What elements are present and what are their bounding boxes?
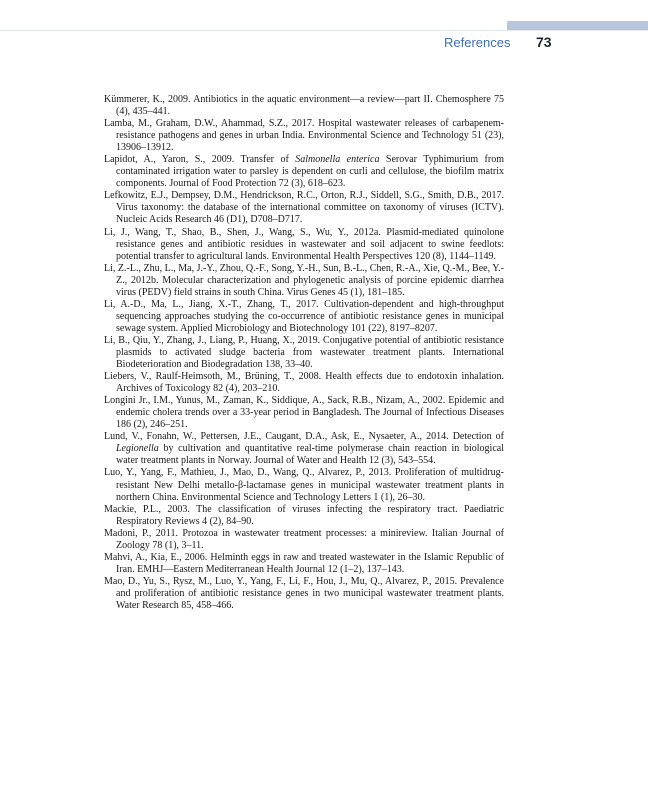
reference-text: Mahvi, A., Kia, E., 2006. Helminth eggs in raw and treated wastewater in the Islamic Republic of Iran. EMHJ—Eastern Mediterranean Health Journal 12 (1–2), 137–143. [104,551,504,575]
reference-entry [104,335,504,371]
reference-text: Kümmerer, K., 2009. Antibiotics in the aquatic environment—a review—part II. Chemosphere 75 (4), 435–441. [104,94,504,118]
reference-entry [104,371,504,395]
reference-entry [104,576,504,612]
header-rule [0,30,648,31]
reference-entry [104,263,504,299]
reference-text: Lamba, M., Graham, D.W., Ahammad, S.Z., 2017. Hospital wastewater releases of carbapenem-resistance pathogens and genes in urban India. Environmental Science and Technology 51 (23), 13906–13912. [104,118,504,154]
reference-text: Lund, V., Fonahn, W., Pettersen, J.E., Caugant, D.A., Ask, E., Nysaeter, A., 2014. Detection of [104,431,504,443]
reference-text: Mackie, P.L., 2003. The classification of viruses infecting the respiratory tract. Paediatric Respiratory Reviews 4 (2), 84–90. [104,503,504,527]
reference-italic-text: Legionella [116,443,159,455]
reference-entry [104,431,504,467]
reference-entry [104,299,504,335]
reference-text: Li, A.-D., Ma, L., Jiang, X.-T., Zhang, T., 2017. Cultivation-dependent and high-throughput sequencing approaches studying the co-occurrence of antibiotic resistance genes in municipal sewage system. Applied Microbiology and Biotechnology 101 (22), 8197–8207. [104,298,504,334]
running-header-section-title: References [444,35,511,50]
reference-list [104,94,504,612]
reference-text: Liebers, V., Raulf-Heimsoth, M., Brüning, T., 2008. Health effects due to endotoxin inhalation. Archives of Toxicology 82 (4), 203–210. [104,371,504,395]
reference-entry [104,552,504,576]
reference-text: Madoni, P., 2011. Protozoa in wastewater treatment processes: a minireview. Italian Journal of Zoology 78 (1), 3–11. [104,527,504,551]
reference-text: Li, J., Wang, T., Shao, B., Shen, J., Wang, S., Wu, Y., 2012a. Plasmid-mediated quinolone resistance genes and antibiotic residues in wastewater and soil adjacent to swine feedlots: potential transfer to agricultural lands. Environmental Health Perspectives 120 (8), 1144–1149. [104,226,504,262]
reference-entry [104,504,504,528]
reference-text: Mao, D., Yu, S., Rysz, M., Luo, Y., Yang, F., Li, F., Hou, J., Mu, Q., Alvarez, P., 2015. Prevalence and proliferation of antibiotic resistance genes in two municipal wastewater treatment plants. Water Research 85, 458–466. [104,575,504,611]
reference-italic-text: Salmonella enterica [295,154,380,166]
reference-entry [104,227,504,263]
reference-text: Li, B., Qiu, Y., Zhang, J., Liang, P., Huang, X., 2019. Conjugative potential of antibiotic resistance plasmids to activated sludge bacteria from wastewater treatment plants. International Biodeterioration and Biodegradation 138, 33–40. [104,334,504,371]
reference-entry [104,528,504,552]
header-accent-bar [507,21,648,30]
reference-entry [104,190,504,226]
page-number: 73 [536,34,552,50]
reference-entry [104,395,504,431]
reference-text: by cultivation and quantitative real-time polymerase chain reaction in biological water treatment plants in Norway. Journal of Water and Health 12 (3), 543–554. [116,443,504,467]
reference-entry [104,94,504,118]
reference-text: Lapidot, A., Yaron, S., 2009. Transfer of [104,154,296,166]
reference-text: Li, Z.-L., Zhu, L., Ma, J.-Y., Zhou, Q.-F., Song, Y.-H., Sun, B.-L., Chen, R.-A., Xie, Q.-M., Bee, Y.-Z., 2012b. Molecular characterization and phylogenetic analysis of porcine epidemic diarrhea virus (PEDV) field strains in south China. Virus Genes 45 (1), 181–185. [104,262,504,298]
reference-text: Lefkowitz, E.J., Dempsey, D.M., Hendrickson, R.C., Orton, R.J., Siddell, S.G., Smith, D.B., 2017. Virus taxonomy: the database of the international committee on taxonomy of viruses (ICTV). Nucleic Acids Research 46 (D1), D708–D717. [104,190,504,226]
reference-text: Longini Jr., I.M., Yunus, M., Zaman, K., Siddique, A., Sack, R.B., Nizam, A., 2002. Epidemic and endemic cholera trends over a 33-year period in Bangladesh. The Journal of Infectious Diseases 186 (2), 246–251. [104,395,504,431]
reference-text: Luo, Y., Yang, F., Mathieu, J., Mao, D., Wang, Q., Alvarez, P., 2013. Proliferation of multidrug-resistant New Delhi metallo-β-lactamase genes in municipal wastewater treatment plants in northern China. Environmental Science and Technology Letters 1 (1), 26–30. [104,467,504,503]
reference-entry [104,154,504,190]
reference-text: Serovar Typhimurium from contaminated irrigation water to parsley is dependent on curli and cellulose, the biofilm matrix components. Journal of Food Protection 72 (3), 618–623. [116,154,504,190]
reference-entry [104,118,504,154]
reference-entry [104,467,504,503]
